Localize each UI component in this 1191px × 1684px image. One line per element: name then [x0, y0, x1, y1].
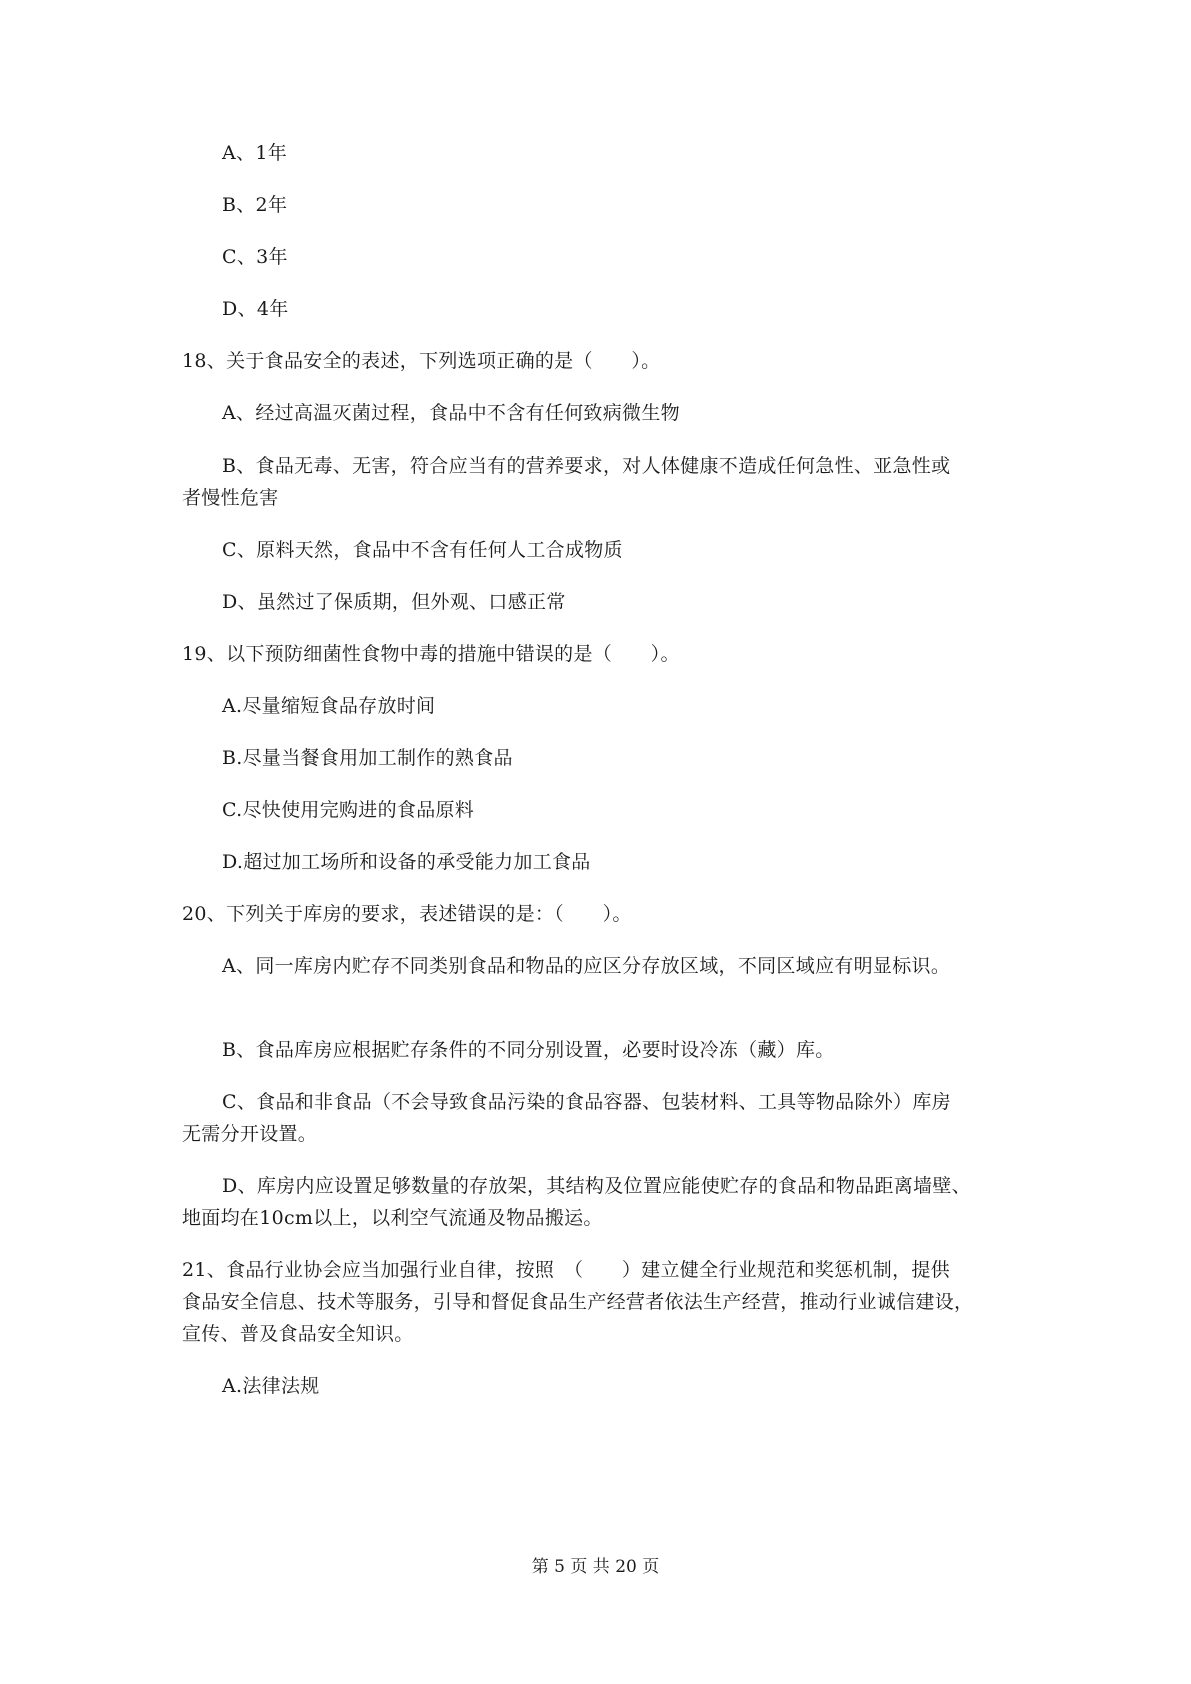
q21-stem-line2: 食品安全信息、技术等服务，引导和督促食品生产经营者依法生产经营，推动行业诚信建设， [182, 1291, 974, 1313]
q20-option-a: A、同一库房内贮存不同类别食品和物品的应区分存放区域，不同区域应有明显标识。 [222, 955, 951, 977]
q21-stem-line1: 21、食品行业协会应当加强行业自律，按照 （ ）建立健全行业规范和奖惩机制，提供 [182, 1259, 950, 1281]
q20-option-c-line1: C、食品和非食品（不会导致食品污染的食品容器、包装材料、工具等物品除外）库房 [222, 1091, 951, 1113]
q20-stem: 20、下列关于库房的要求，表述错误的是：（ ）。 [182, 903, 632, 925]
q19-option-d: D.超过加工场所和设备的承受能力加工食品 [222, 851, 591, 873]
q17-option-c: C、3年 [222, 246, 288, 268]
q17-option-d: D、4年 [222, 298, 289, 320]
q18-stem: 18、关于食品安全的表述，下列选项正确的是（ ）。 [182, 350, 661, 372]
q20-option-b: B、食品库房应根据贮存条件的不同分别设置，必要时设冷冻（藏）库。 [222, 1039, 835, 1061]
q19-option-c: C.尽快使用完购进的食品原料 [222, 799, 475, 821]
q17-option-b: B、2年 [222, 194, 288, 216]
q18-option-d: D、虽然过了保质期，但外观、口感正常 [222, 591, 566, 613]
q18-option-c: C、原料天然，食品中不含有任何人工合成物质 [222, 539, 623, 561]
q18-option-b-line1: B、食品无毒、无害，符合应当有的营养要求，对人体健康不造成任何急性、亚急性或 [222, 455, 951, 477]
q21-option-a: A.法律法规 [222, 1375, 320, 1397]
q18-option-a: A、经过高温灭菌过程，食品中不含有任何致病微生物 [222, 402, 680, 424]
q21-stem-line3: 宣传、普及食品安全知识。 [182, 1323, 414, 1345]
q18-option-b-line2: 者慢性危害 [182, 487, 279, 509]
q20-option-d-line1: D、库房内应设置足够数量的存放架，其结构及位置应能使贮存的食品和物品距离墙壁、 [222, 1175, 971, 1197]
q20-option-c-line2: 无需分开设置。 [182, 1123, 318, 1145]
q19-option-b: B.尽量当餐食用加工制作的熟食品 [222, 747, 513, 769]
q19-stem: 19、以下预防细菌性食物中毒的措施中错误的是（ ）。 [182, 643, 680, 665]
q20-option-d-line2: 地面均在10cm以上，以利空气流通及物品搬运。 [182, 1207, 603, 1229]
q17-option-a: A、1年 [222, 142, 288, 164]
q19-option-a: A.尽量缩短食品存放时间 [222, 695, 436, 717]
page-number: 第 5 页 共 20 页 [531, 1557, 660, 1577]
